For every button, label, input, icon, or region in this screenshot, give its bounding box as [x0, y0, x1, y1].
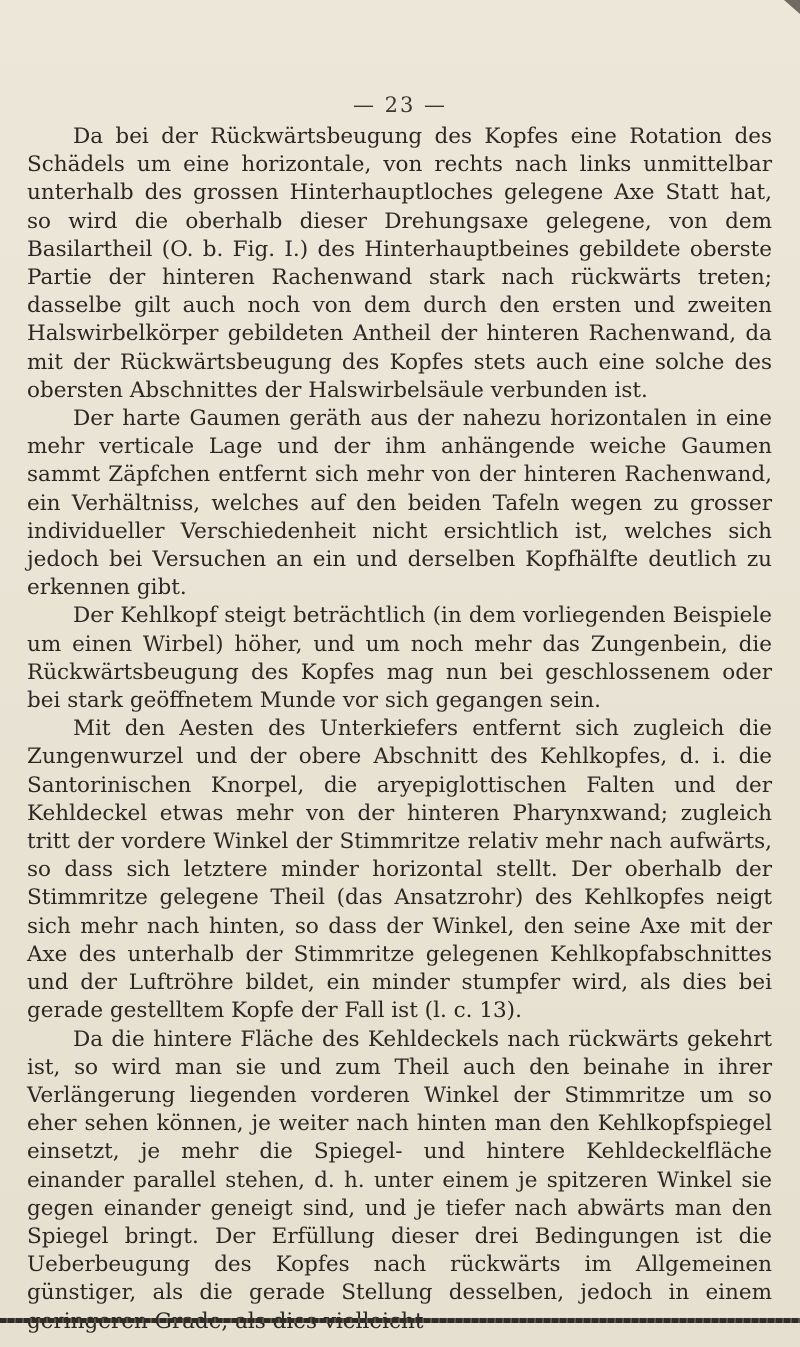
- paragraph-5: Da die hintere Fläche des Kehldeckels nach rückwärts gekehrt ist, so wird man sie und zum Theil auch den beinahe in ihrer Verlängerung liegenden vorderen Winkel der Stimmritze um so eher sehen können, je weiter nach hinten man den Kehlkopfspiegel einsetzt, je mehr die Spiegel- und hintere Kehldeckelfläche einander parallel stehen, d. h. unter einem je spitzeren Winkel sie gegen einander geneigt sind, und je tiefer nach abwärts man den Spiegel bringt. Der Erfüllung dieser drei Bedingungen ist die Ueberbeugung des Kopfes nach rückwärts im Allgemeinen günstiger, als die gerade Stellung desselben, jedoch in einem: [27, 1026, 772, 1306]
- paragraph-2: Der harte Gaumen geräth aus der nahezu horizontalen in eine mehr verticale Lage und der ihm anhängende weiche Gaumen sammt Zäpfchen entfernt sich mehr von der hinteren Rachenwand, ein Verhältniss, welches auf den beiden Tafeln wegen zu grosser individueller Verschiedenheit nicht ersichtlich ist, welches sich jedoch bei Versuchen an ein und derselben Kopfhälfte deutlich zu erkennen gibt.: [27, 406, 772, 601]
- paragraph-3: Der Kehlkopf steigt beträchtlich (in dem vorliegenden Beispiele um einen Wirbel) höher, und um noch mehr das Zungenbein, die Rückwärtsbeugung des Kopfes mag nun bei geschlossenem oder bei stark geöffnetem Munde vor sich gegangen sein.: [27, 603, 772, 714]
- page-number: — 23 —: [352, 93, 448, 117]
- paragraph-4: Mit den Aesten des Unterkiefers entfernt sich zugleich die Zungenwurzel und der obere Abschnitt des Kehlkopfes, d. i. die Santorinischen Knorpel, die aryepiglottischen Falten und der Kehldeckel etwas mehr von der hinteren Pharynxwand; zugleich tritt der vordere Winkel der Stimmritze relativ mehr nach aufwärts, so dass sich letztere minder horizontal stellt. Der oberhalb der Stimmritze gelegene Theil (das Ansatzrohr) des Kehlkopfes neigt sich mehr nach hinten, so dass der Winkel, den seine Axe mit der Axe des unterhalb der Stimmritze gelegenen Kehlkopfabschnittes und der Luftröhre bildet, ein minder stumpfer wird, als dies bei gerade gestelltem Kopfe der Fall ist (l. c. 13).: [27, 716, 772, 1024]
- page-corner-mark: [784, 0, 800, 14]
- body-text: [27, 123, 772, 1336]
- bottom-edge-rule: [0, 1318, 800, 1323]
- paragraph-1: Da bei der Rückwärtsbeugung des Kopfes eine Rotation des Schädels um eine horizontale, von rechts nach links unmittelbar unterhalb des grossen Hinterhauptloches gelegene Axe Statt hat, so wird die oberhalb dieser Drehungsaxe gelegene, von dem Basilartheil (O. b. Fig. I.) des Hinterhauptbeines gebildete oberste Partie der hinteren Rachenwand stark nach rückwärts treten; dasselbe gilt auch noch von dem durch den ersten und zweiten Halswirbelkörper gebildeten Antheil der hinteren Rachenwand, da mit der Rückwärtsbeugung des Kopfes stets auch eine solche des obersten Abschnittes der Halswirbelsäule verbunden ist.: [27, 124, 772, 403]
